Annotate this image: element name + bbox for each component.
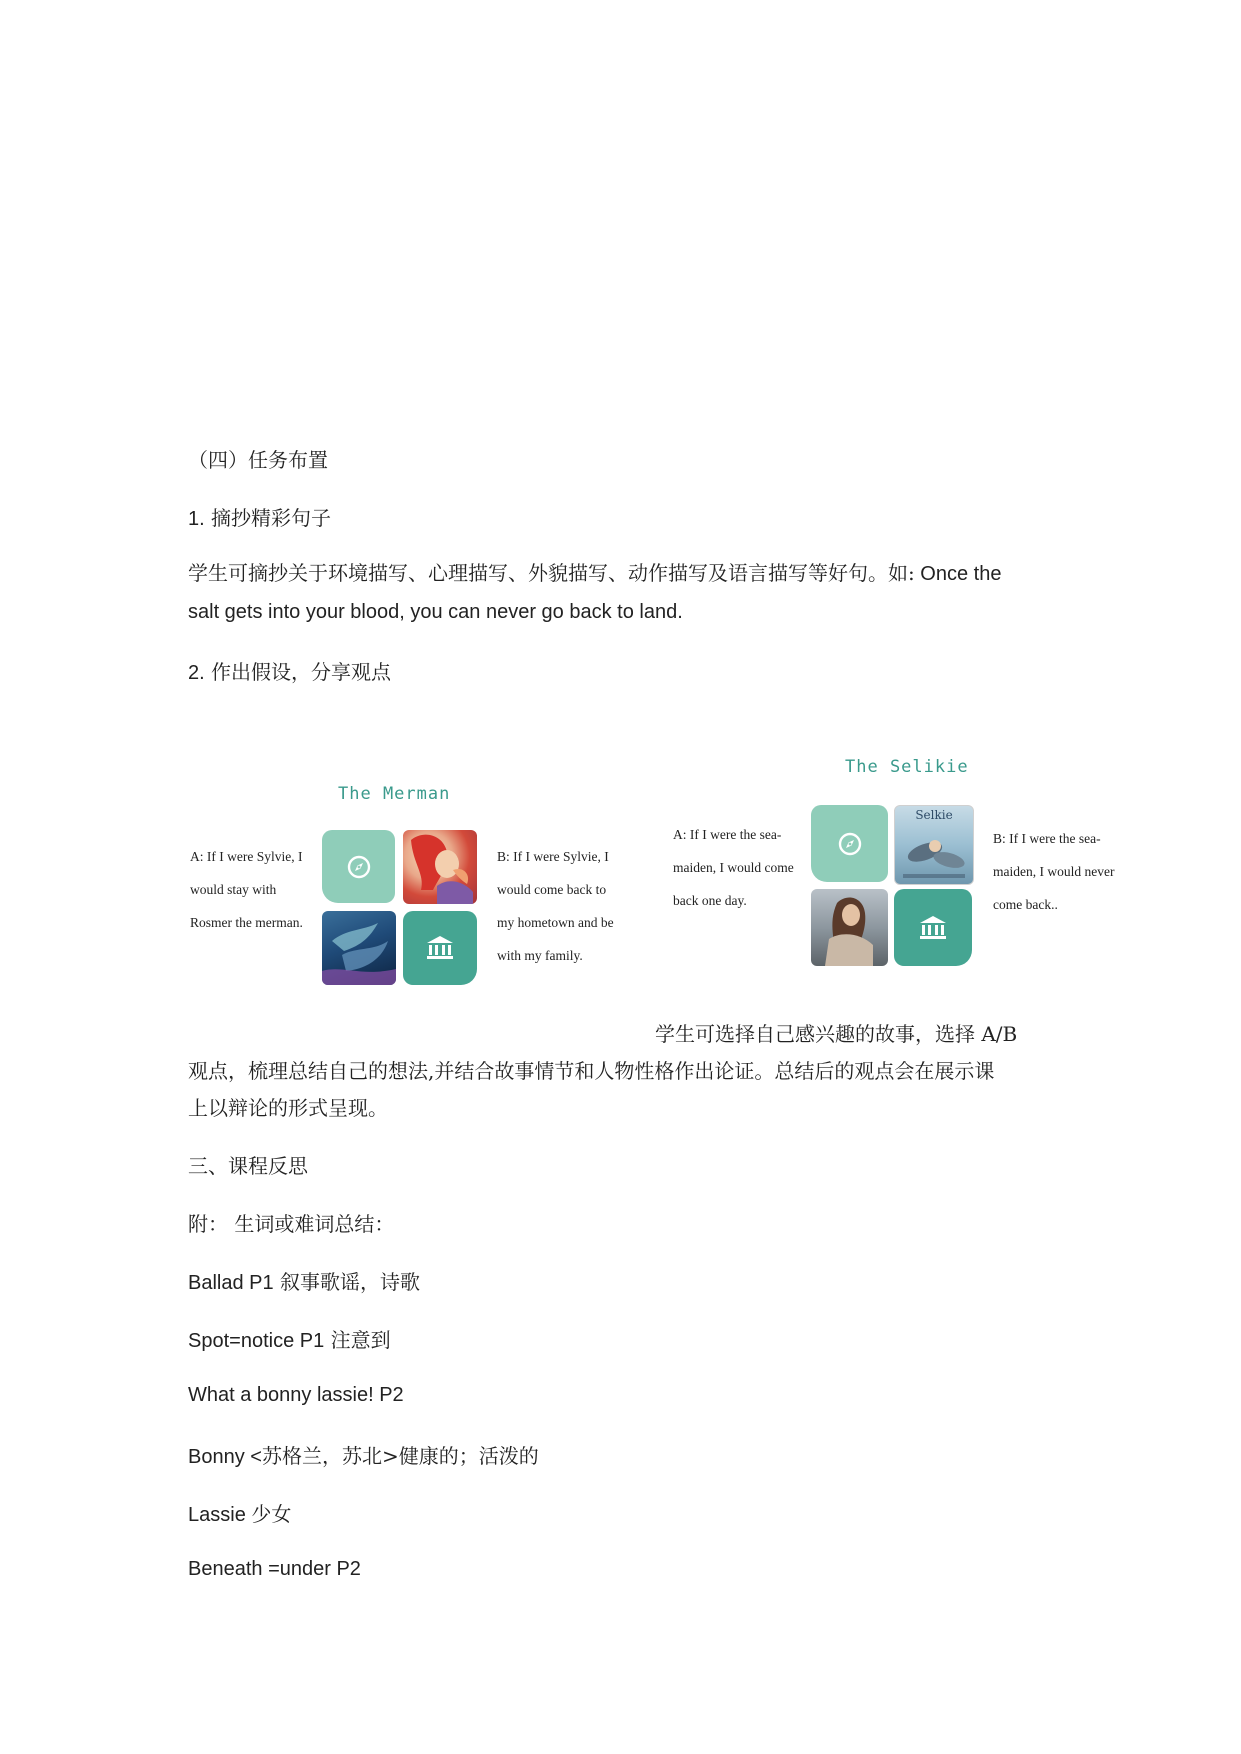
merman-option-b-line: my hometown and be — [497, 915, 614, 930]
choice-paragraph-line-2: 观点，梳理总结自己的想法,并结合故事情节和人物性格作出论证。总结后的观点会在展示课 — [188, 1059, 995, 1083]
item-1-number: 1. — [188, 508, 205, 530]
underwater-illustration — [322, 911, 396, 985]
merman-option-a-line: A: If I were Sylvie, I — [190, 849, 303, 864]
item-2-heading — [188, 656, 391, 685]
choice-paragraph-line-3: 上以辩论的形式呈现。 — [188, 1096, 388, 1120]
vocab-meaning: 少女 — [251, 1502, 292, 1526]
merman-underwater-picture — [322, 911, 396, 985]
vocab-term: Lassie — [188, 1504, 252, 1526]
excerpt-instruction: 学生可摘抄关于环境描写、心理描写、外貌描写、动作描写及语言描写等好句。如: — [188, 561, 915, 585]
mermaid-picture — [403, 830, 477, 904]
vocab-term: Spot=notice P1 — [188, 1330, 325, 1352]
merman-option-b — [497, 840, 614, 972]
sea-maiden-picture — [811, 889, 888, 966]
item-2-label: 作出假设，分享观点 — [211, 660, 392, 684]
vocab-meaning: 注意到 — [324, 1328, 391, 1352]
vocab-item — [188, 1324, 391, 1353]
selkie-option-b-line: B: If I were the sea- — [993, 831, 1101, 846]
section-title: （四）任务布置 — [188, 448, 328, 472]
vocab-term: What a bonny lassie! P2 — [188, 1384, 404, 1406]
selkie-option-b-line: come back.. — [993, 897, 1058, 912]
item-1-heading — [188, 502, 331, 531]
item-2-number: 2. — [188, 662, 205, 684]
vocab-item — [188, 1266, 420, 1295]
vocab-item — [188, 1440, 539, 1469]
museum-icon — [426, 935, 454, 961]
selkie-option-a-line: back one day. — [673, 893, 747, 908]
excerpt-paragraph — [188, 555, 1068, 631]
excerpt-example-end: salt gets into your blood, you can never go back to land. — [188, 601, 683, 623]
vocab-term: Bonny < — [188, 1446, 262, 1468]
vocab-meaning: 叙事歌谣，诗歌 — [273, 1270, 420, 1294]
vocab-meaning: 苏格兰，苏北>健康的；活泼的 — [261, 1444, 539, 1468]
compass-tile — [811, 805, 888, 882]
selkie-option-a — [673, 818, 794, 917]
merman-title: The Merman — [338, 784, 451, 804]
museum-tile — [403, 911, 477, 985]
museum-icon — [919, 915, 947, 941]
vocab-term: Beneath =under P2 — [188, 1558, 361, 1580]
merman-option-a — [190, 840, 303, 939]
selkie-option-b — [993, 822, 1114, 921]
selkie-option-b-line: maiden, I would never — [993, 864, 1115, 879]
appendix-title: 附： 生词或难词总结： — [188, 1212, 395, 1236]
selkie-book-cover — [894, 805, 974, 885]
sea-maiden-illustration — [811, 889, 888, 966]
choice-paragraph-line-1: 学生可选择自己感兴趣的故事，选择 A/B — [655, 1022, 1018, 1046]
vocab-item — [188, 1556, 361, 1581]
selkie-option-a-line: maiden, I would come — [673, 860, 794, 875]
museum-tile — [894, 889, 972, 966]
selkie-option-a-line: A: If I were the sea- — [673, 827, 782, 842]
compass-tile — [322, 830, 395, 903]
merman-option-a-line: would stay with — [190, 882, 277, 897]
section-3-title: 三、课程反思 — [188, 1154, 308, 1178]
vocab-item — [188, 1498, 291, 1527]
item-1-label: 摘抄精彩句子 — [211, 506, 332, 530]
merman-option-b-line: with my family. — [497, 948, 583, 963]
vocab-term: Ballad P1 — [188, 1272, 274, 1294]
book-cover-title: Selkie — [915, 808, 953, 822]
selkie-title: The Selikie — [845, 757, 969, 777]
compass-icon — [837, 831, 863, 857]
merman-option-b-line: B: If I were Sylvie, I — [497, 849, 609, 864]
compass-icon — [346, 854, 372, 880]
merman-option-b-line: would come back to — [497, 882, 607, 897]
mermaid-illustration — [403, 830, 477, 904]
merman-option-a-line: Rosmer the merman. — [190, 915, 303, 930]
excerpt-example-start: Once the — [914, 563, 1002, 585]
vocab-item — [188, 1382, 404, 1407]
